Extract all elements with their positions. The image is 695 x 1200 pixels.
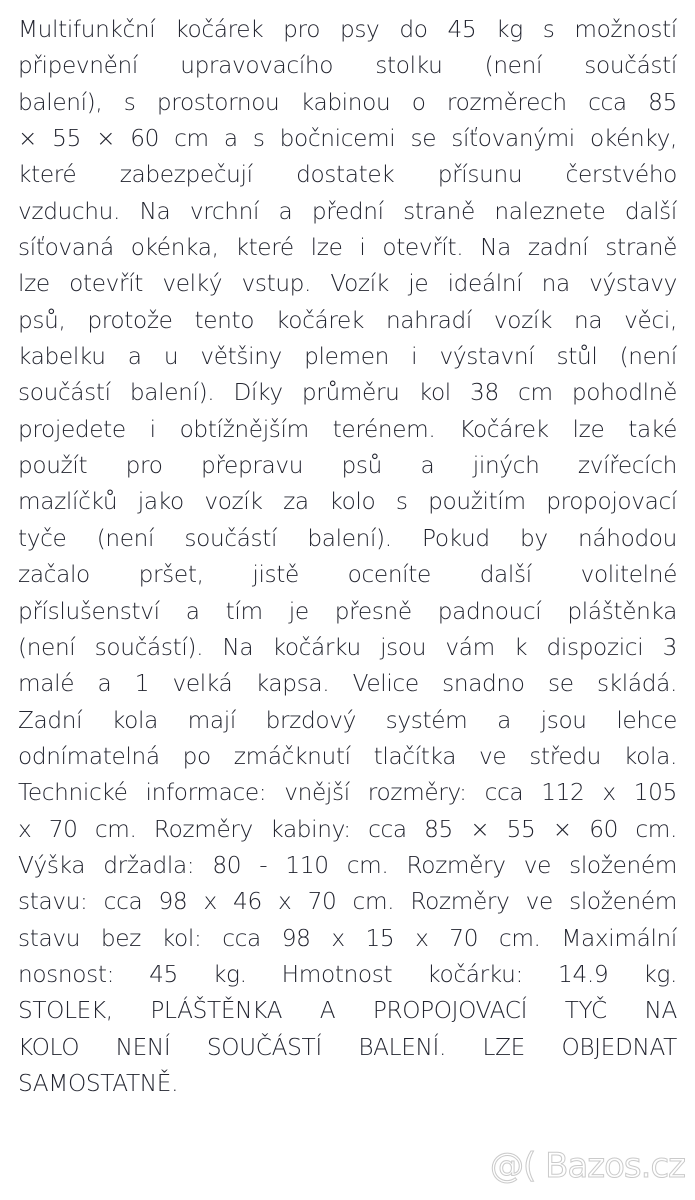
description-line: Výška držadla: 80 - 110 cm. Rozměry ve složeném — [18, 851, 677, 879]
description-line: stavu bez kol: cca 98 x 15 x 70 cm. Maximální — [18, 924, 677, 952]
description-line: odnímatelná po zmáčknutí tlačítka ve středu kola. — [18, 742, 677, 770]
description-line: stavu: cca 98 x 46 x 70 cm. Rozměry ve složeném — [18, 888, 677, 916]
description-line: Zadní kola mají brzdový systém a jsou lehce — [18, 706, 677, 734]
description-line: psů, protože tento kočárek nahradí vozík na věci, — [18, 306, 677, 334]
description-line: příslušenství a tím je přesně padnoucí pláštěnka — [18, 597, 677, 625]
description-line: projedete i obtížnějším terénem. Kočárek lze také — [18, 415, 677, 443]
listing-description — [18, 12, 677, 1102]
description-line: nosnost: 45 kg. Hmotnost kočárku: 14.9 kg. — [18, 960, 677, 988]
description-line: kabelku a u většiny plemen i výstavní stůl (není — [18, 343, 677, 371]
bazos-watermark: @( Bazos.cz — [490, 1146, 685, 1186]
description-line: začalo pršet, jistě oceníte další volitelné — [18, 561, 677, 589]
description-line: součástí balení). Díky průměru kol 38 cm pohodlně — [18, 379, 677, 407]
description-line: síťovaná okénka, které lze i otevřít. Na zadní straně — [18, 234, 677, 262]
description-line: Technické informace: vnější rozměry: cca 112 x 105 — [18, 779, 677, 807]
description-line: vzduchu. Na vrchní a přední straně naleznete další — [18, 197, 677, 225]
description-line: KOLO NENÍ SOUČÁSTÍ BALENÍ. LZE OBJEDNAT — [18, 1033, 677, 1061]
description-line: tyče (není součástí balení). Pokud by náhodou — [18, 524, 677, 552]
description-line: malé a 1 velká kapsa. Velice snadno se skládá. — [18, 670, 677, 698]
description-line: Multifunkční kočárek pro psy do 45 kg s možností — [18, 16, 677, 43]
description-line: mazlíčků jako vozík za kolo s použitím propojovací — [18, 488, 677, 516]
description-line: x 70 cm. Rozměry kabiny: cca 85 × 55 × 60 cm. — [18, 815, 677, 843]
description-line: připevnění upravovacího stolku (není součástí — [18, 52, 677, 80]
description-line: (není součástí). Na kočárku jsou vám k dispozici 3 — [18, 633, 677, 661]
description-line: lze otevřít velký vstup. Vozík je ideální na výstavy — [18, 270, 677, 298]
description-line: které zabezpečují dostatek přísunu čerstvého — [18, 161, 677, 189]
description-line: použít pro přepravu psů a jiných zvířecích — [18, 452, 677, 480]
description-line: STOLEK, PLÁŠTĚNKA A PROPOJOVACÍ TYČ NA — [18, 997, 677, 1025]
description-line: × 55 × 60 cm a s bočnicemi se síťovanými okénky, — [18, 125, 677, 153]
description-line: balení), s prostornou kabinou o rozměrech cca 85 — [18, 88, 677, 116]
description-line: SAMOSTATNĚ. — [18, 1069, 179, 1097]
